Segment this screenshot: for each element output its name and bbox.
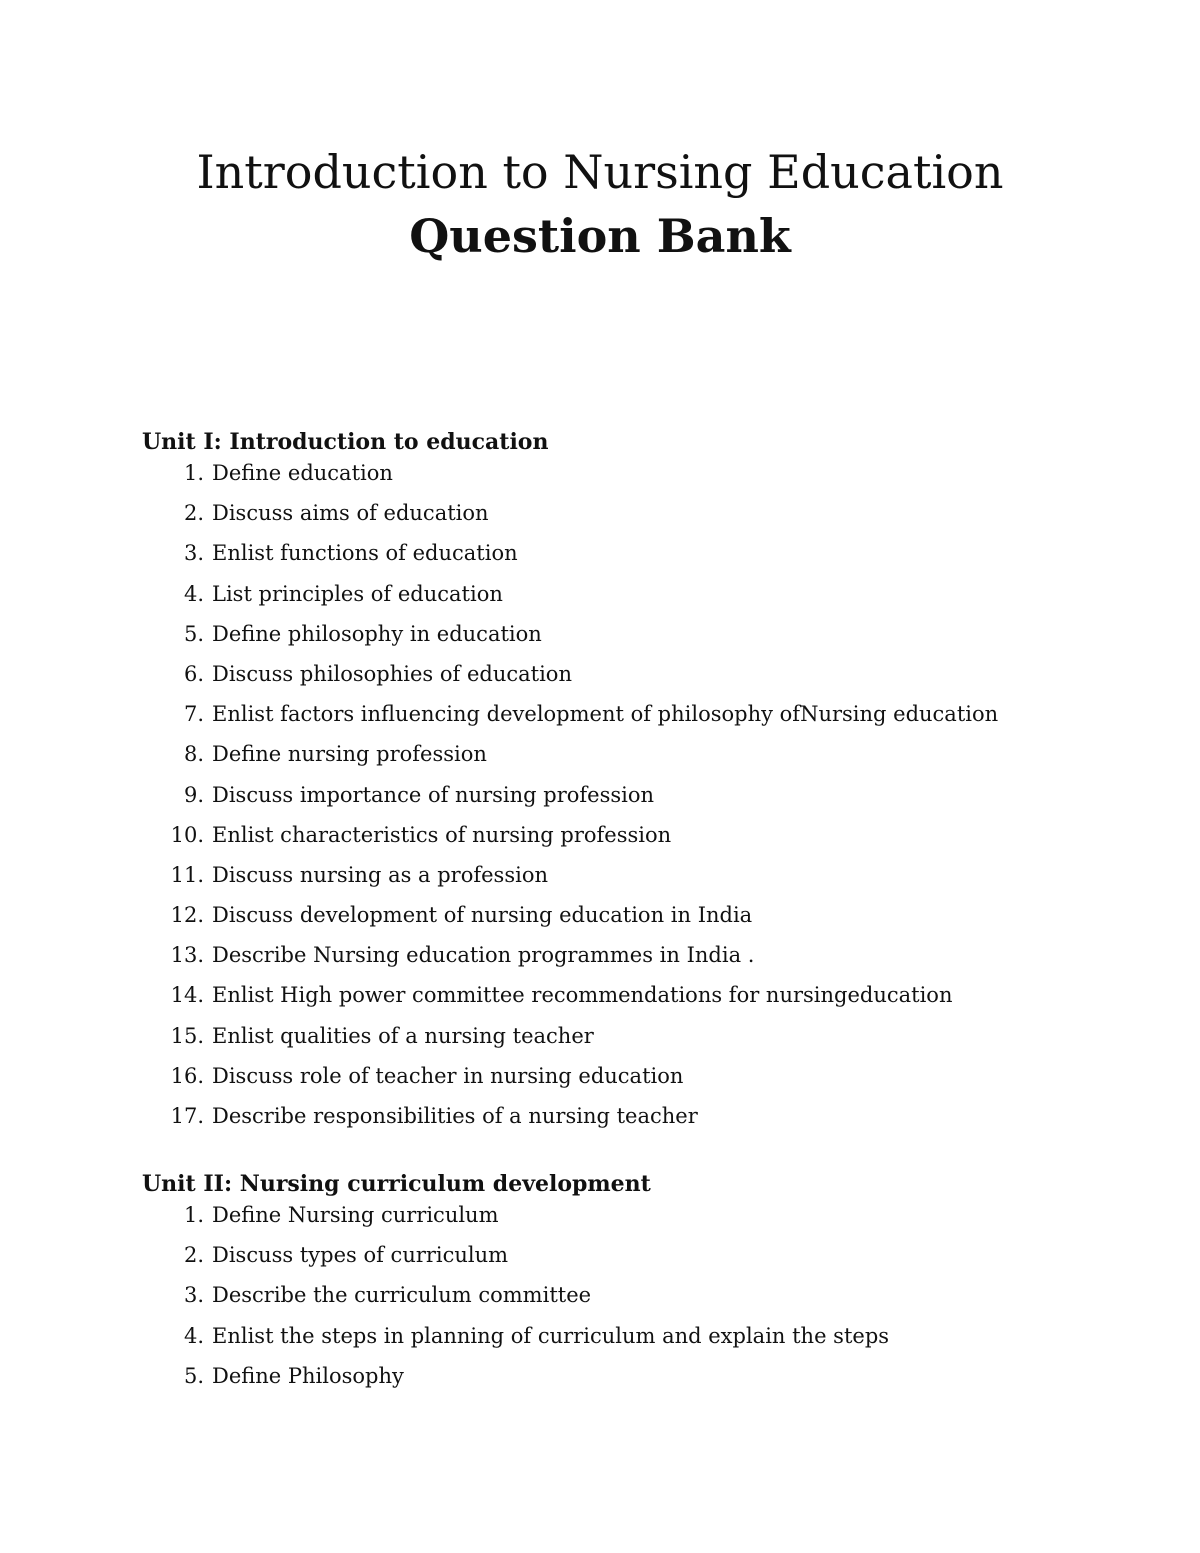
question-item: [142, 1280, 1042, 1320]
question-number: 7.: [183, 702, 204, 727]
question-item: [142, 900, 1042, 940]
question-number: 2.: [183, 1243, 204, 1268]
question-text: Enlist functions of education: [212, 541, 518, 566]
question-number: 3.: [183, 541, 204, 566]
question-number: 12.: [170, 903, 204, 928]
question-number: 8.: [183, 742, 204, 767]
question-item: [142, 1200, 1042, 1240]
question-number: 11.: [170, 862, 204, 887]
question-text: Enlist qualities of a nursing teacher: [212, 1023, 594, 1048]
question-item: [142, 980, 1042, 1020]
unit-section-2: [142, 1168, 1042, 1401]
question-number: 14.: [170, 983, 204, 1008]
question-number: 6.: [183, 661, 204, 686]
document-title: Introduction to Nursing Education: [196, 145, 1004, 199]
question-item: [142, 1101, 1042, 1141]
question-text: Enlist the steps in planning of curriculum and explain the steps: [212, 1323, 890, 1348]
question-text: Define philosophy in education: [212, 621, 542, 646]
question-item: [142, 1240, 1042, 1280]
question-item: [142, 538, 1042, 578]
question-text: Define education: [212, 461, 393, 485]
question-number: 1.: [183, 1203, 204, 1227]
question-text: Enlist factors influencing development of philosophy ofNursing education: [212, 702, 999, 727]
question-text: Describe responsibilities of a nursing teacher: [212, 1104, 698, 1128]
question-item: [142, 498, 1042, 538]
question-text: Discuss philosophies of education: [212, 661, 572, 686]
question-text: Define nursing profession: [212, 742, 487, 767]
question-text: Enlist High power committee recommendations for nursingeducation: [212, 983, 953, 1008]
title-block: [0, 140, 1200, 268]
question-item: [142, 659, 1042, 699]
question-item: [142, 699, 1042, 739]
question-text: Discuss types of curriculum: [212, 1243, 509, 1268]
question-text: Define Nursing curriculum: [212, 1203, 499, 1227]
question-number: 16.: [170, 1063, 204, 1088]
question-text: Discuss development of nursing education in India: [212, 903, 753, 928]
question-number: 10.: [170, 822, 204, 847]
question-item: [142, 579, 1042, 619]
question-list: [142, 1200, 1042, 1401]
question-number: 2.: [183, 501, 204, 526]
question-text: Discuss aims of education: [212, 501, 489, 526]
question-item: [142, 1061, 1042, 1101]
question-number: 5.: [183, 621, 204, 646]
question-text: Describe Nursing education programmes in India .: [212, 943, 755, 968]
question-item: [142, 780, 1042, 820]
question-number: 15.: [170, 1023, 204, 1048]
unit-section-1: [142, 426, 1042, 1141]
question-text: Discuss role of teacher in nursing education: [212, 1063, 684, 1088]
question-number: 4.: [183, 1323, 204, 1348]
document-subtitle: Question Bank: [409, 209, 791, 263]
question-text: Describe the curriculum committee: [212, 1283, 592, 1308]
unit-heading: Unit II: Nursing curriculum development: [142, 1171, 651, 1197]
question-item: [142, 820, 1042, 860]
question-number: 9.: [183, 782, 204, 807]
question-text: Discuss nursing as a profession: [212, 862, 548, 887]
question-text: List principles of education: [212, 581, 503, 606]
question-text: Define Philosophy: [212, 1363, 404, 1388]
question-number: 3.: [183, 1283, 204, 1308]
question-item: [142, 458, 1042, 498]
question-item: [142, 619, 1042, 659]
question-item: [142, 1021, 1042, 1061]
question-item: [142, 1321, 1042, 1361]
question-text: Discuss importance of nursing profession: [212, 782, 655, 807]
question-number: 1.: [183, 461, 204, 485]
question-list: [142, 458, 1042, 1141]
question-text: Enlist characteristics of nursing profession: [212, 822, 672, 847]
question-item: [142, 940, 1042, 980]
question-number: 17.: [170, 1104, 204, 1128]
question-item: [142, 739, 1042, 779]
unit-heading: Unit I: Introduction to education: [142, 429, 549, 455]
question-item: [142, 860, 1042, 900]
question-item: [142, 1361, 1042, 1401]
question-number: 4.: [183, 581, 204, 606]
question-number: 13.: [170, 943, 204, 968]
question-number: 5.: [183, 1363, 204, 1388]
